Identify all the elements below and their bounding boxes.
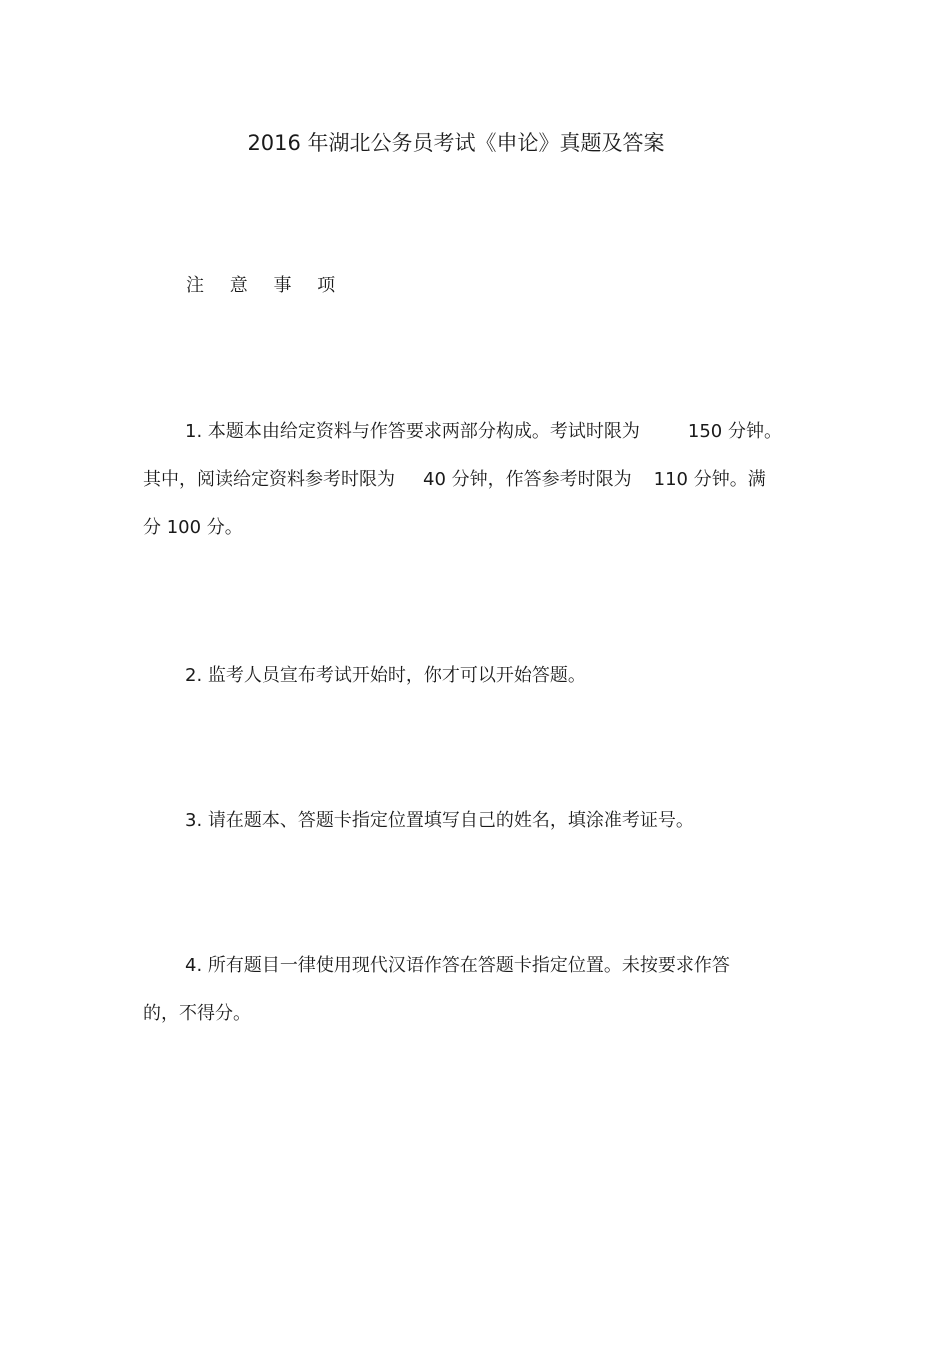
text-line	[143, 797, 803, 845]
text-line	[143, 652, 803, 700]
text-segment: 40 分钟，作答参考时限为	[423, 469, 632, 490]
notice-item-3	[143, 797, 803, 845]
notice-item-2	[143, 652, 803, 700]
text-segment: 的，不得分。	[143, 1003, 251, 1024]
text-line	[143, 456, 803, 504]
text-line	[143, 504, 803, 552]
document-title: 2016 年湖北公务员考试《申论》真题及答案	[247, 131, 665, 155]
text-segment: 150 分钟。	[687, 421, 782, 442]
text-segment: 分 100 分。	[143, 517, 243, 538]
text-segment: 1. 本题本由给定资料与作答要求两部分构成。考试时限为	[185, 421, 640, 442]
text-line	[143, 990, 803, 1038]
text-segment: 110 分钟。满	[653, 469, 766, 490]
text-segment: 2. 监考人员宣布考试开始时，你才可以开始答题。	[185, 665, 586, 686]
text-line	[143, 408, 803, 456]
text-segment: 4. 所有题目一律使用现代汉语作答在答题卡指定位置。未按要求作答	[185, 955, 730, 976]
notice-heading: 注 意 事 项	[186, 275, 346, 296]
text-segment: 其中，阅读给定资料参考时限为	[143, 469, 395, 490]
notice-item-1	[143, 408, 803, 552]
notice-item-4	[143, 942, 803, 1038]
text-line	[143, 942, 803, 990]
text-segment: 3. 请在题本、答题卡指定位置填写自己的姓名，填涂准考证号。	[185, 810, 694, 831]
